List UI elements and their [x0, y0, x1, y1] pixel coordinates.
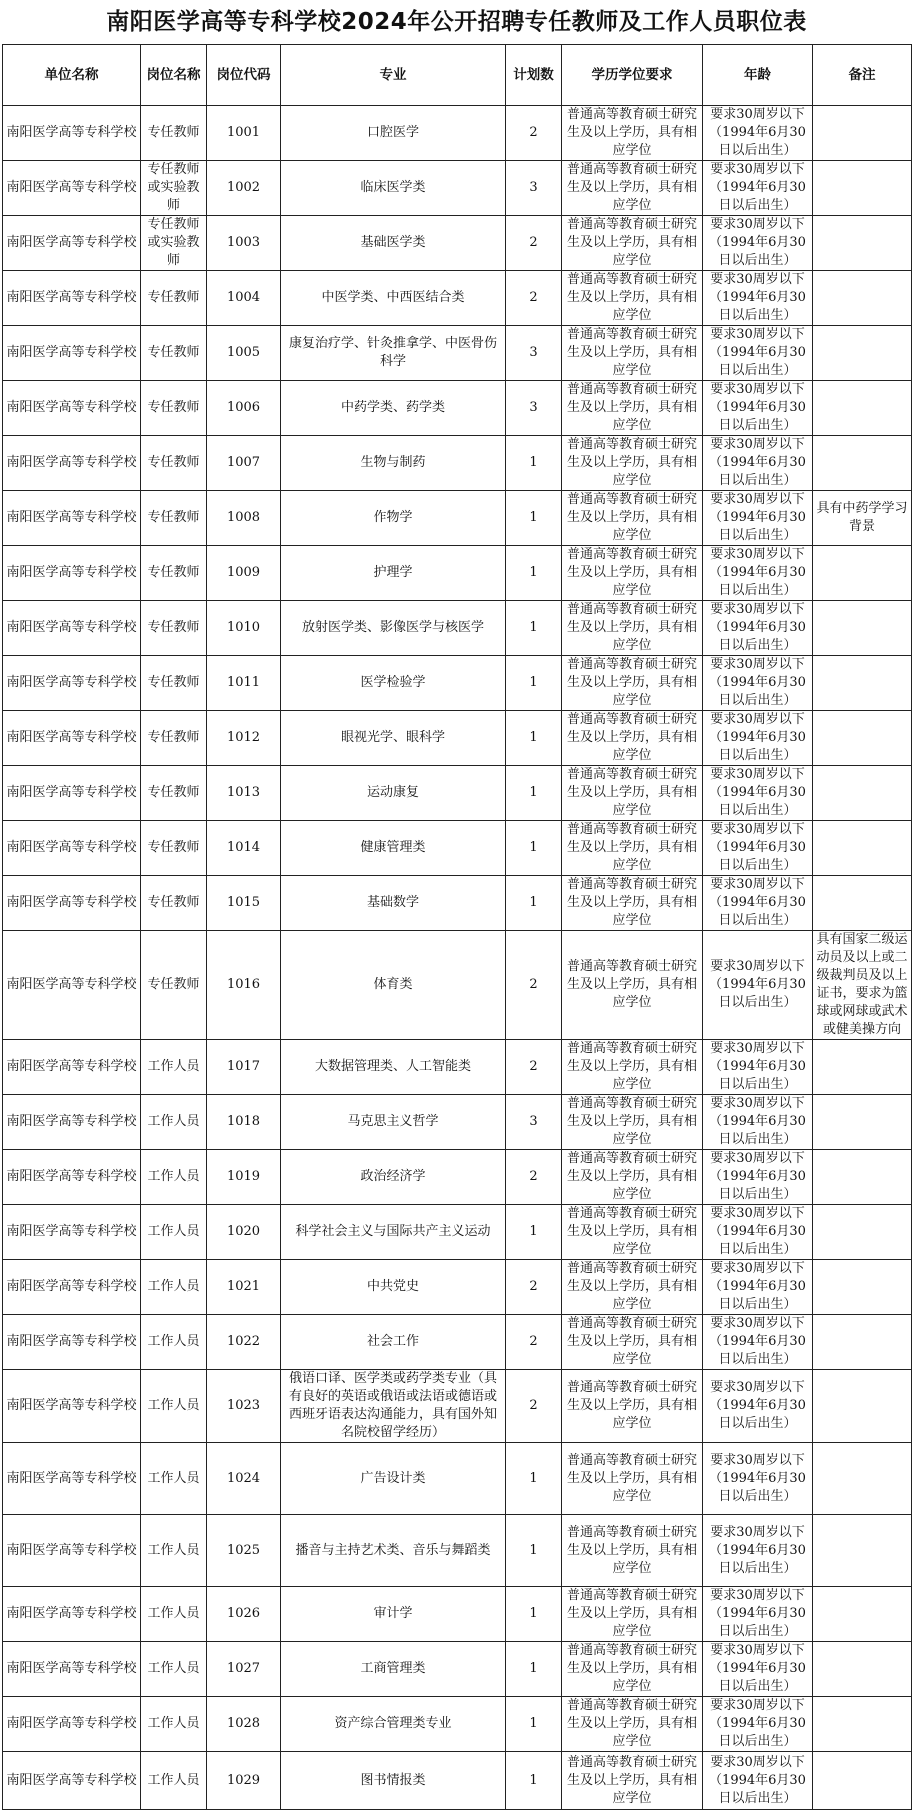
- cell-major: 体育类: [281, 931, 506, 1040]
- cell-count: 1: [506, 766, 562, 821]
- cell-degree: 普通高等教育硕士研究生及以上学历，具有相应学位: [562, 546, 703, 601]
- cell-major: 广告设计类: [281, 1443, 506, 1515]
- table-row: [3, 1095, 912, 1150]
- cell-age: 要求30周岁以下（1994年6月30日以后出生）: [703, 161, 813, 216]
- cell-age: 要求30周岁以下（1994年6月30日以后出生）: [703, 381, 813, 436]
- cell-position: 专任教师: [141, 491, 207, 546]
- cell-age: 要求30周岁以下（1994年6月30日以后出生）: [703, 271, 813, 326]
- cell-code: 1009: [207, 546, 281, 601]
- cell-age: 要求30周岁以下（1994年6月30日以后出生）: [703, 436, 813, 491]
- cell-age: 要求30周岁以下（1994年6月30日以后出生）: [703, 1515, 813, 1587]
- cell-code: 1018: [207, 1095, 281, 1150]
- cell-note: [813, 1515, 912, 1587]
- cell-position: 专任教师: [141, 656, 207, 711]
- table-row: [3, 1642, 912, 1697]
- cell-code: 1003: [207, 216, 281, 271]
- cell-code: 1027: [207, 1642, 281, 1697]
- cell-position: 工作人员: [141, 1587, 207, 1642]
- cell-note: [813, 1205, 912, 1260]
- cell-major: 生物与制药: [281, 436, 506, 491]
- cell-count: 3: [506, 326, 562, 381]
- cell-age: 要求30周岁以下（1994年6月30日以后出生）: [703, 711, 813, 766]
- table-row: [3, 381, 912, 436]
- cell-note: [813, 1260, 912, 1315]
- cell-count: 1: [506, 1642, 562, 1697]
- table-row: [3, 271, 912, 326]
- cell-degree: 普通高等教育硕士研究生及以上学历，具有相应学位: [562, 1587, 703, 1642]
- cell-unit: 南阳医学高等专科学校: [3, 436, 141, 491]
- cell-unit: 南阳医学高等专科学校: [3, 1040, 141, 1095]
- table-header-row: [3, 45, 912, 106]
- cell-age: 要求30周岁以下（1994年6月30日以后出生）: [703, 601, 813, 656]
- cell-code: 1022: [207, 1315, 281, 1370]
- cell-age: 要求30周岁以下（1994年6月30日以后出生）: [703, 1370, 813, 1443]
- cell-unit: 南阳医学高等专科学校: [3, 1752, 141, 1810]
- cell-count: 1: [506, 876, 562, 931]
- table-row: [3, 1443, 912, 1515]
- cell-degree: 普通高等教育硕士研究生及以上学历，具有相应学位: [562, 1040, 703, 1095]
- cell-code: 1026: [207, 1587, 281, 1642]
- header-age: 年龄: [703, 45, 813, 106]
- cell-major: 健康管理类: [281, 821, 506, 876]
- cell-position: 专任教师: [141, 876, 207, 931]
- table-row: [3, 161, 912, 216]
- cell-code: 1020: [207, 1205, 281, 1260]
- positions-table: [2, 44, 912, 1810]
- cell-degree: 普通高等教育硕士研究生及以上学历，具有相应学位: [562, 711, 703, 766]
- cell-degree: 普通高等教育硕士研究生及以上学历，具有相应学位: [562, 766, 703, 821]
- cell-degree: 普通高等教育硕士研究生及以上学历，具有相应学位: [562, 1260, 703, 1315]
- cell-position: 专任教师: [141, 601, 207, 656]
- cell-degree: 普通高等教育硕士研究生及以上学历，具有相应学位: [562, 876, 703, 931]
- cell-major: 基础数学: [281, 876, 506, 931]
- cell-position: 专任教师或实验教师: [141, 216, 207, 271]
- cell-note: [813, 381, 912, 436]
- cell-note: [813, 216, 912, 271]
- cell-count: 1: [506, 1443, 562, 1515]
- cell-position: 工作人员: [141, 1315, 207, 1370]
- table-row: [3, 491, 912, 546]
- cell-count: 1: [506, 1205, 562, 1260]
- cell-code: 1028: [207, 1697, 281, 1752]
- cell-unit: 南阳医学高等专科学校: [3, 546, 141, 601]
- cell-note: [813, 271, 912, 326]
- cell-note: [813, 766, 912, 821]
- cell-count: 2: [506, 1315, 562, 1370]
- cell-position: 专任教师: [141, 106, 207, 161]
- cell-position: 工作人员: [141, 1443, 207, 1515]
- table-row: [3, 1515, 912, 1587]
- cell-unit: 南阳医学高等专科学校: [3, 326, 141, 381]
- cell-count: 1: [506, 1697, 562, 1752]
- cell-code: 1024: [207, 1443, 281, 1515]
- page-title: 南阳医学高等专科学校2024年公开招聘专任教师及工作人员职位表: [106, 9, 807, 35]
- cell-unit: 南阳医学高等专科学校: [3, 1443, 141, 1515]
- cell-code: 1010: [207, 601, 281, 656]
- cell-position: 专任教师或实验教师: [141, 161, 207, 216]
- table-row: [3, 1040, 912, 1095]
- table-row: [3, 931, 912, 1040]
- cell-note: [813, 106, 912, 161]
- cell-position: 专任教师: [141, 381, 207, 436]
- cell-unit: 南阳医学高等专科学校: [3, 711, 141, 766]
- cell-age: 要求30周岁以下（1994年6月30日以后出生）: [703, 766, 813, 821]
- cell-major: 中药学类、药学类: [281, 381, 506, 436]
- cell-note: [813, 1370, 912, 1443]
- cell-position: 工作人员: [141, 1150, 207, 1205]
- cell-degree: 普通高等教育硕士研究生及以上学历，具有相应学位: [562, 1697, 703, 1752]
- cell-degree: 普通高等教育硕士研究生及以上学历，具有相应学位: [562, 656, 703, 711]
- cell-note: [813, 1752, 912, 1810]
- cell-age: 要求30周岁以下（1994年6月30日以后出生）: [703, 546, 813, 601]
- cell-count: 1: [506, 711, 562, 766]
- cell-major: 审计学: [281, 1587, 506, 1642]
- table-row: [3, 1697, 912, 1752]
- cell-age: 要求30周岁以下（1994年6月30日以后出生）: [703, 326, 813, 381]
- table-row: [3, 711, 912, 766]
- cell-major: 运动康复: [281, 766, 506, 821]
- cell-note: [813, 1040, 912, 1095]
- cell-age: 要求30周岁以下（1994年6月30日以后出生）: [703, 1040, 813, 1095]
- cell-code: 1011: [207, 656, 281, 711]
- cell-unit: 南阳医学高等专科学校: [3, 1260, 141, 1315]
- cell-degree: 普通高等教育硕士研究生及以上学历，具有相应学位: [562, 216, 703, 271]
- cell-unit: 南阳医学高等专科学校: [3, 161, 141, 216]
- cell-major: 中医学类、中西医结合类: [281, 271, 506, 326]
- cell-unit: 南阳医学高等专科学校: [3, 271, 141, 326]
- cell-unit: 南阳医学高等专科学校: [3, 1697, 141, 1752]
- cell-degree: 普通高等教育硕士研究生及以上学历，具有相应学位: [562, 436, 703, 491]
- cell-degree: 普通高等教育硕士研究生及以上学历，具有相应学位: [562, 821, 703, 876]
- table-row: [3, 1205, 912, 1260]
- cell-note: [813, 1095, 912, 1150]
- table-row: [3, 1260, 912, 1315]
- cell-code: 1025: [207, 1515, 281, 1587]
- cell-unit: 南阳医学高等专科学校: [3, 931, 141, 1040]
- table-row: [3, 326, 912, 381]
- cell-degree: 普通高等教育硕士研究生及以上学历，具有相应学位: [562, 326, 703, 381]
- cell-count: 2: [506, 106, 562, 161]
- table-row: [3, 821, 912, 876]
- cell-note: [813, 1587, 912, 1642]
- cell-count: 1: [506, 656, 562, 711]
- cell-degree: 普通高等教育硕士研究生及以上学历，具有相应学位: [562, 1205, 703, 1260]
- table-row: [3, 656, 912, 711]
- cell-major: 马克思主义哲学: [281, 1095, 506, 1150]
- cell-code: 1013: [207, 766, 281, 821]
- cell-unit: 南阳医学高等专科学校: [3, 821, 141, 876]
- cell-major: 政治经济学: [281, 1150, 506, 1205]
- cell-count: 2: [506, 1040, 562, 1095]
- cell-unit: 南阳医学高等专科学校: [3, 216, 141, 271]
- cell-major: 口腔医学: [281, 106, 506, 161]
- cell-age: 要求30周岁以下（1994年6月30日以后出生）: [703, 656, 813, 711]
- cell-major: 科学社会主义与国际共产主义运动: [281, 1205, 506, 1260]
- cell-code: 1021: [207, 1260, 281, 1315]
- cell-age: 要求30周岁以下（1994年6月30日以后出生）: [703, 1697, 813, 1752]
- cell-major: 眼视光学、眼科学: [281, 711, 506, 766]
- cell-age: 要求30周岁以下（1994年6月30日以后出生）: [703, 1260, 813, 1315]
- cell-unit: 南阳医学高等专科学校: [3, 1095, 141, 1150]
- cell-unit: 南阳医学高等专科学校: [3, 1515, 141, 1587]
- cell-unit: 南阳医学高等专科学校: [3, 1315, 141, 1370]
- cell-unit: 南阳医学高等专科学校: [3, 876, 141, 931]
- cell-major: 社会工作: [281, 1315, 506, 1370]
- cell-note: [813, 1150, 912, 1205]
- cell-degree: 普通高等教育硕士研究生及以上学历，具有相应学位: [562, 1515, 703, 1587]
- header-major: 专业: [281, 45, 506, 106]
- cell-age: 要求30周岁以下（1994年6月30日以后出生）: [703, 491, 813, 546]
- cell-code: 1006: [207, 381, 281, 436]
- cell-major: 播音与主持艺术类、音乐与舞蹈类: [281, 1515, 506, 1587]
- cell-age: 要求30周岁以下（1994年6月30日以后出生）: [703, 1095, 813, 1150]
- cell-unit: 南阳医学高等专科学校: [3, 1150, 141, 1205]
- cell-unit: 南阳医学高等专科学校: [3, 766, 141, 821]
- cell-major: 放射医学类、影像医学与核医学: [281, 601, 506, 656]
- cell-note: [813, 546, 912, 601]
- table-row: [3, 216, 912, 271]
- cell-age: 要求30周岁以下（1994年6月30日以后出生）: [703, 1205, 813, 1260]
- cell-unit: 南阳医学高等专科学校: [3, 1587, 141, 1642]
- cell-degree: 普通高等教育硕士研究生及以上学历，具有相应学位: [562, 1752, 703, 1810]
- header-degree: 学历学位要求: [562, 45, 703, 106]
- cell-unit: 南阳医学高等专科学校: [3, 1642, 141, 1697]
- table-row: [3, 1752, 912, 1810]
- cell-degree: 普通高等教育硕士研究生及以上学历，具有相应学位: [562, 1443, 703, 1515]
- cell-count: 1: [506, 1752, 562, 1810]
- table-row: [3, 1587, 912, 1642]
- header-unit: 单位名称: [3, 45, 141, 106]
- cell-degree: 普通高等教育硕士研究生及以上学历，具有相应学位: [562, 1315, 703, 1370]
- cell-note: [813, 1443, 912, 1515]
- cell-note: [813, 326, 912, 381]
- cell-age: 要求30周岁以下（1994年6月30日以后出生）: [703, 1150, 813, 1205]
- cell-note: [813, 436, 912, 491]
- cell-count: 2: [506, 1370, 562, 1443]
- cell-note: [813, 876, 912, 931]
- cell-major: 图书情报类: [281, 1752, 506, 1810]
- cell-position: 工作人员: [141, 1040, 207, 1095]
- header-code: 岗位代码: [207, 45, 281, 106]
- cell-code: 1019: [207, 1150, 281, 1205]
- cell-position: 工作人员: [141, 1370, 207, 1443]
- cell-count: 1: [506, 821, 562, 876]
- cell-unit: 南阳医学高等专科学校: [3, 1205, 141, 1260]
- cell-degree: 普通高等教育硕士研究生及以上学历，具有相应学位: [562, 106, 703, 161]
- cell-major: 中共党史: [281, 1260, 506, 1315]
- cell-degree: 普通高等教育硕士研究生及以上学历，具有相应学位: [562, 601, 703, 656]
- cell-code: 1017: [207, 1040, 281, 1095]
- cell-code: 1016: [207, 931, 281, 1040]
- cell-position: 专任教师: [141, 271, 207, 326]
- cell-position: 工作人员: [141, 1697, 207, 1752]
- cell-count: 1: [506, 601, 562, 656]
- cell-code: 1002: [207, 161, 281, 216]
- cell-major: 基础医学类: [281, 216, 506, 271]
- table-row: [3, 546, 912, 601]
- cell-position: 专任教师: [141, 931, 207, 1040]
- cell-position: 工作人员: [141, 1205, 207, 1260]
- cell-position: 专任教师: [141, 546, 207, 601]
- header-note: 备注: [813, 45, 912, 106]
- cell-note: [813, 161, 912, 216]
- cell-count: 1: [506, 1515, 562, 1587]
- cell-unit: 南阳医学高等专科学校: [3, 1370, 141, 1443]
- cell-position: 专任教师: [141, 326, 207, 381]
- cell-count: 3: [506, 1095, 562, 1150]
- cell-note: [813, 821, 912, 876]
- cell-unit: 南阳医学高等专科学校: [3, 381, 141, 436]
- header-position: 岗位名称: [141, 45, 207, 106]
- table-row: [3, 876, 912, 931]
- cell-major: 护理学: [281, 546, 506, 601]
- cell-major: 医学检验学: [281, 656, 506, 711]
- cell-unit: 南阳医学高等专科学校: [3, 491, 141, 546]
- cell-note: [813, 711, 912, 766]
- cell-degree: 普通高等教育硕士研究生及以上学历，具有相应学位: [562, 1642, 703, 1697]
- table-row: [3, 436, 912, 491]
- cell-age: 要求30周岁以下（1994年6月30日以后出生）: [703, 216, 813, 271]
- cell-note: [813, 1642, 912, 1697]
- cell-code: 1004: [207, 271, 281, 326]
- cell-degree: 普通高等教育硕士研究生及以上学历，具有相应学位: [562, 1150, 703, 1205]
- cell-position: 专任教师: [141, 821, 207, 876]
- cell-code: 1014: [207, 821, 281, 876]
- cell-count: 2: [506, 1260, 562, 1315]
- cell-degree: 普通高等教育硕士研究生及以上学历，具有相应学位: [562, 271, 703, 326]
- cell-note: 具有国家二级运动员及以上或二级裁判员及以上证书，要求为篮球或网球或武术或健美操方向: [813, 931, 912, 1040]
- cell-position: 专任教师: [141, 711, 207, 766]
- cell-count: 2: [506, 931, 562, 1040]
- cell-degree: 普通高等教育硕士研究生及以上学历，具有相应学位: [562, 1370, 703, 1443]
- table-row: [3, 601, 912, 656]
- cell-position: 专任教师: [141, 766, 207, 821]
- cell-position: 工作人员: [141, 1752, 207, 1810]
- cell-position: 专任教师: [141, 436, 207, 491]
- cell-major: 俄语口译、医学类或药学类专业（具有良好的英语或俄语或法语或德语或西班牙语表达沟通能力，具有国外知名院校留学经历）: [281, 1370, 506, 1443]
- table-row: [3, 106, 912, 161]
- cell-major: 大数据管理类、人工智能类: [281, 1040, 506, 1095]
- header-count: 计划数: [506, 45, 562, 106]
- cell-major: 作物学: [281, 491, 506, 546]
- cell-code: 1015: [207, 876, 281, 931]
- cell-count: 1: [506, 491, 562, 546]
- cell-note: 具有中药学学习背景: [813, 491, 912, 546]
- cell-age: 要求30周岁以下（1994年6月30日以后出生）: [703, 1642, 813, 1697]
- cell-major: 资产综合管理类专业: [281, 1697, 506, 1752]
- cell-age: 要求30周岁以下（1994年6月30日以后出生）: [703, 1315, 813, 1370]
- cell-code: 1008: [207, 491, 281, 546]
- cell-age: 要求30周岁以下（1994年6月30日以后出生）: [703, 821, 813, 876]
- cell-count: 2: [506, 216, 562, 271]
- cell-code: 1007: [207, 436, 281, 491]
- cell-age: 要求30周岁以下（1994年6月30日以后出生）: [703, 1752, 813, 1810]
- cell-age: 要求30周岁以下（1994年6月30日以后出生）: [703, 876, 813, 931]
- cell-count: 2: [506, 271, 562, 326]
- cell-unit: 南阳医学高等专科学校: [3, 656, 141, 711]
- cell-age: 要求30周岁以下（1994年6月30日以后出生）: [703, 1587, 813, 1642]
- cell-code: 1023: [207, 1370, 281, 1443]
- cell-major: 临床医学类: [281, 161, 506, 216]
- cell-unit: 南阳医学高等专科学校: [3, 601, 141, 656]
- cell-code: 1029: [207, 1752, 281, 1810]
- cell-count: 1: [506, 1587, 562, 1642]
- cell-position: 工作人员: [141, 1515, 207, 1587]
- table-row: [3, 1370, 912, 1443]
- cell-degree: 普通高等教育硕士研究生及以上学历，具有相应学位: [562, 1095, 703, 1150]
- cell-note: [813, 1315, 912, 1370]
- cell-unit: 南阳医学高等专科学校: [3, 106, 141, 161]
- cell-code: 1012: [207, 711, 281, 766]
- cell-age: 要求30周岁以下（1994年6月30日以后出生）: [703, 931, 813, 1040]
- cell-code: 1005: [207, 326, 281, 381]
- cell-degree: 普通高等教育硕士研究生及以上学历，具有相应学位: [562, 931, 703, 1040]
- cell-position: 工作人员: [141, 1095, 207, 1150]
- table-row: [3, 766, 912, 821]
- cell-position: 工作人员: [141, 1260, 207, 1315]
- cell-major: 康复治疗学、针灸推拿学、中医骨伤科学: [281, 326, 506, 381]
- cell-degree: 普通高等教育硕士研究生及以上学历，具有相应学位: [562, 381, 703, 436]
- cell-major: 工商管理类: [281, 1642, 506, 1697]
- cell-position: 工作人员: [141, 1642, 207, 1697]
- cell-code: 1001: [207, 106, 281, 161]
- cell-count: 1: [506, 546, 562, 601]
- cell-count: 3: [506, 161, 562, 216]
- cell-age: 要求30周岁以下（1994年6月30日以后出生）: [703, 1443, 813, 1515]
- table-row: [3, 1150, 912, 1205]
- cell-count: 2: [506, 1150, 562, 1205]
- cell-degree: 普通高等教育硕士研究生及以上学历，具有相应学位: [562, 491, 703, 546]
- cell-degree: 普通高等教育硕士研究生及以上学历，具有相应学位: [562, 161, 703, 216]
- cell-note: [813, 601, 912, 656]
- cell-note: [813, 1697, 912, 1752]
- cell-count: 3: [506, 381, 562, 436]
- cell-note: [813, 656, 912, 711]
- table-row: [3, 1315, 912, 1370]
- table-body: [3, 106, 912, 1810]
- cell-count: 1: [506, 436, 562, 491]
- cell-age: 要求30周岁以下（1994年6月30日以后出生）: [703, 106, 813, 161]
